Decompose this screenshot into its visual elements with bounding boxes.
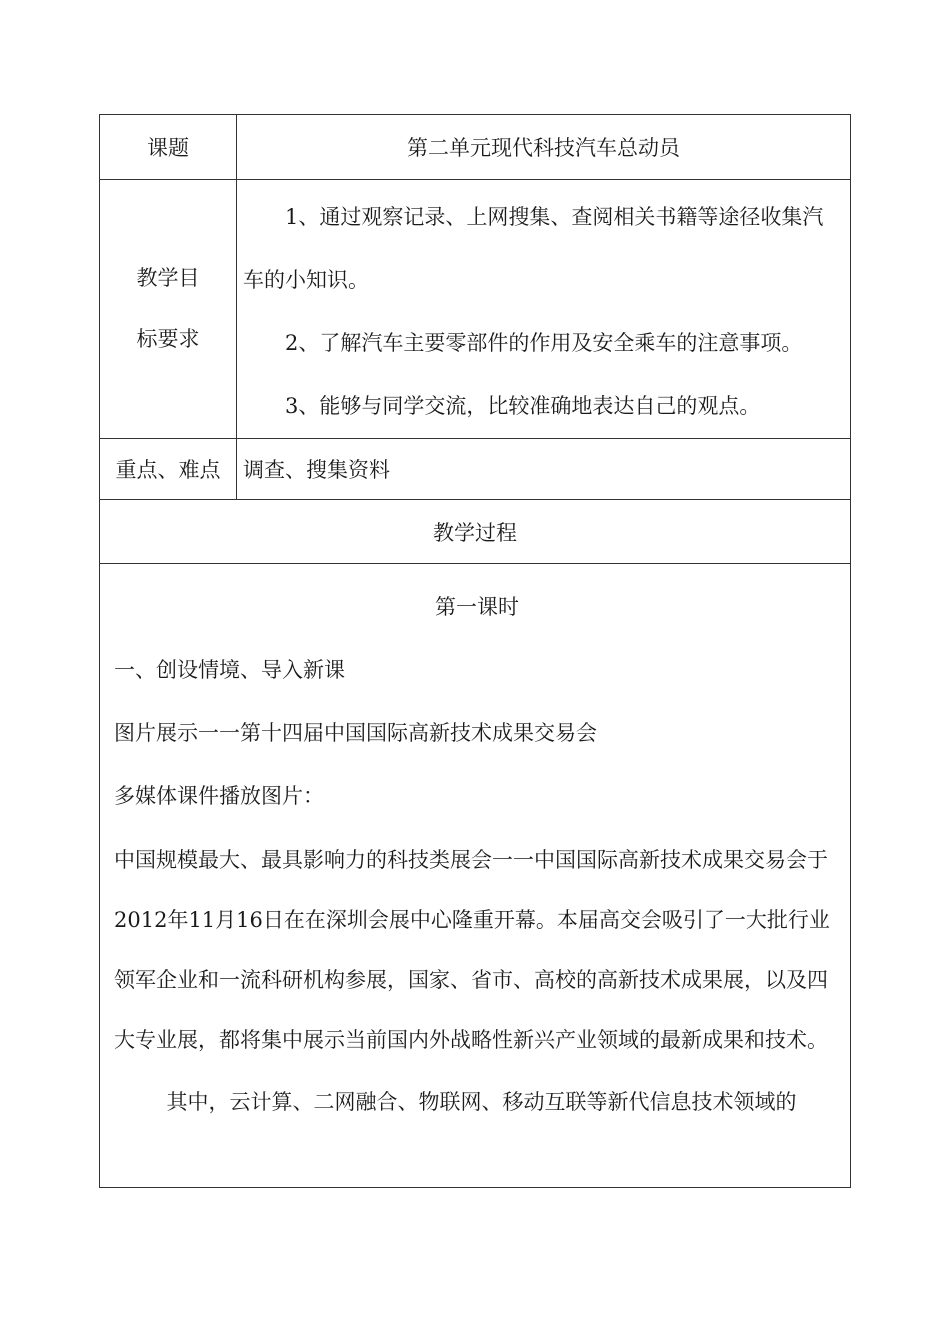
tail-paragraph: 其中，云计算、二网融合、物联网、移动互联等新代信息技术领域的 [166, 1090, 797, 1114]
goals-label [100, 180, 237, 439]
goal-item: 2、了解汽车主要零部件的作用及安全乘车的注意事项。 [285, 331, 803, 355]
media-line: 多媒体课件播放图片： [114, 784, 324, 808]
goals-label-line2: 标要求 [136, 327, 200, 351]
key-points-value: 调查、搜集资料 [237, 439, 851, 500]
lesson-plan-table [99, 114, 851, 1188]
key-points-row [100, 439, 851, 500]
process-body [100, 564, 851, 1188]
main-paragraph: 中国规模最大、最具影响力的科技类展会一一中国国际高新技术成果交易会于2012年11月16日在在深圳会展中心隆重开幕。本届高交会吸引了一大批行业领军企业和一流科研机构参展，国家、省市、高校的高新技术成果展，以及四大专业展，都将集中展示当前国内外战略性新兴产业领域的最新成果和技术。 [114, 848, 830, 1052]
section-title: 一、创设情境、导入新课 [114, 658, 345, 682]
session-title: 第一课时 [435, 595, 519, 619]
goal-item: 3、能够与同学交流，比较准确地表达自己的观点。 [285, 394, 761, 418]
goals-label-line1: 教学目 [136, 266, 200, 290]
goal-item: 1、通过观察记录、上网搜集、查阅相关书籍等途径收集汽车的小知识。 [243, 205, 824, 292]
goals-row [100, 180, 851, 439]
process-heading: 教学过程 [100, 500, 851, 564]
picture-line: 图片展示一一第十四届中国国际高新技术成果交易会 [114, 721, 597, 745]
topic-value: 第二单元现代科技汽车总动员 [237, 115, 851, 180]
key-points-label: 重点、难点 [100, 439, 237, 500]
topic-label: 课题 [100, 115, 237, 180]
process-heading-row [100, 500, 851, 564]
topic-row [100, 115, 851, 180]
process-body-row [100, 564, 851, 1188]
goals-content [237, 180, 851, 439]
